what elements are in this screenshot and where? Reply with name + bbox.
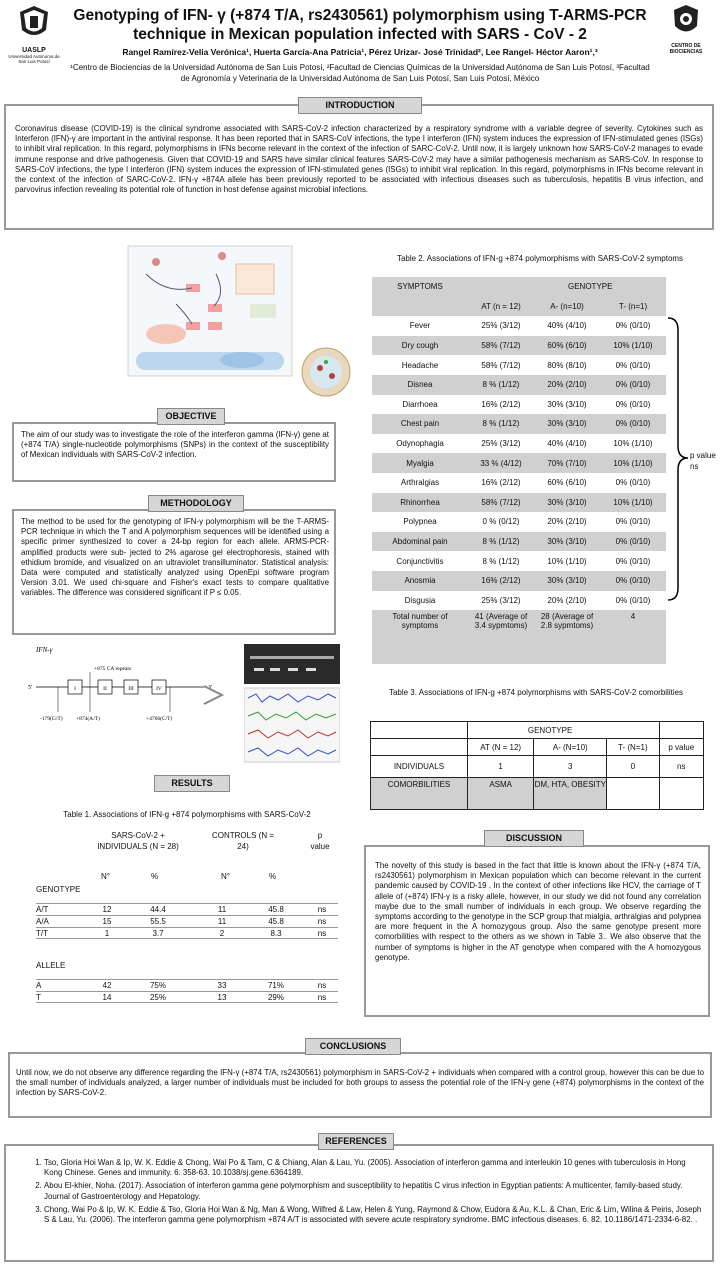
introduction-title: INTRODUCTION (298, 97, 422, 114)
table3-row2-p (659, 778, 703, 810)
table3 (370, 721, 704, 810)
table3-row1-a: 3 (534, 756, 607, 778)
table2-total-at: 41 (Average of 3.4 sypmtoms) (474, 612, 528, 631)
table2-cell-t: 0% (0/10) (600, 512, 666, 532)
table2-row (372, 571, 666, 591)
table2-col-a: A- (n=10) (550, 301, 584, 311)
references-box (4, 1144, 714, 1262)
discussion-box (364, 845, 710, 1017)
table3-row1-t: 0 (607, 756, 659, 778)
sars-cov-2-pathway-figure (126, 244, 354, 406)
table2-cell-at: 8 % (1/12) (468, 375, 534, 395)
table2-cell-t: 0% (0/10) (600, 375, 666, 395)
table2-cell-at: 16% (2/12) (468, 473, 534, 493)
table2-cell-a: 40% (4/10) (534, 434, 600, 454)
table1-cell-n1: 15 (102, 917, 112, 926)
discussion-title: DISCUSSION (484, 830, 584, 847)
table2-cell-at: 25% (3/12) (468, 316, 534, 336)
table1-pct-controls: % (269, 872, 277, 881)
poster-title: Genotyping of IFN- γ (+874 T/A, rs2430561) polymorphism using T-ARMS-PCR technique in Mexican population infected with SARS - CoV - 2 (73, 7, 647, 43)
ifn-gamma-gene-diagram (28, 644, 228, 724)
table2-col-symptoms: SYMPTOMS (397, 282, 443, 292)
table1-n-controls: N° (221, 872, 230, 881)
table2-row (372, 591, 666, 611)
table2-cell-a: 30% (3/10) (534, 414, 600, 434)
table2-cell-at: 58% (7/12) (468, 336, 534, 356)
uaslp-logo (4, 4, 64, 64)
table1-cell-p1: 44.4 (150, 905, 166, 914)
table2-cell-t: 0% (0/10) (600, 414, 666, 434)
table1-row (36, 991, 338, 1003)
table1-pct-cases: % (151, 872, 159, 881)
table2-cell-at: 8 % (1/12) (468, 532, 534, 552)
table2-caption: Table 2. Associations of IFN-g +874 polymorphisms with SARS-CoV-2 symptoms (396, 254, 684, 263)
table2-cell-at: 25% (3/12) (468, 434, 534, 454)
table2-cell-t: 0% (0/10) (600, 551, 666, 571)
table3-col-at: AT (N = 12) (467, 739, 534, 756)
table2-cell-s: Disgusia (372, 591, 468, 611)
table2-cell-at: 25% (3/12) (468, 591, 534, 611)
table1-row (36, 903, 338, 915)
reference-item: 2. Abou El-khier, Noha. (2017). Association of interferon gamma gene polymorphism and susceptibility to hepatitis C virus infection in Egyptian patients: A multicenter, family-based study. Journal of Gastroenterology and Hepatology. (44, 1181, 706, 1201)
table2-col-t: T- (n=1) (618, 301, 648, 311)
table3-col-a: A- (N=10) (534, 739, 607, 756)
table1-cell-p1: 25% (149, 993, 166, 1002)
reference-item: 3. Chong, Wai Po & Ip, W. K. Eddie & Tso, Gloria Hoi Wan & Ng, Man & Wong, Wilfred & Law, Helen & Yung, Raymond & Chow, Eudora & Au, K.L. & Chan, Eric & Lim, Wilina & Peiris, Joseph S & Lau, Yu. (2006). The interferon gamma gene polymorphism +874 A/T is associated with severe acute respiratory syndrome. BMC infectious diseases. 6. 82. 10.1186/1471-2334-6-82. . (44, 1205, 706, 1225)
reference-item: 1. Tso, Gloria Hoi Wan & Ip, W. K. Eddie & Chong, Wai Po & Tam, C & Chiang, Alan & Lau, Yu. (2005). Association of interferon gamma and interleukin 10 genes with tuberculosis in Hong Kong Chinese. Genes and immunity. 6. 358-63. 10.1038/sj.gene.6364189. (44, 1158, 706, 1178)
table1-cell-p2: 45.8 (268, 905, 284, 914)
table2-row (372, 414, 666, 434)
table1-col-controls: CONTROLS (N = 24) (211, 831, 274, 851)
table1-cell-n1: 1 (104, 929, 110, 938)
table1-caption: Table 1. Associations of IFN-g +874 polymorphisms with SARS-CoV-2 (63, 810, 311, 819)
table1-cell-n2: 11 (217, 905, 227, 914)
table2-total-a: 28 (Average of 2.8 sypmtoms) (540, 612, 594, 631)
table1-cell-n1: 14 (102, 993, 112, 1002)
table2-cell-t: 0% (0/10) (600, 532, 666, 552)
table3-row2-a: DM, HTA, OBESITY (534, 778, 607, 810)
table3-row1-at: 1 (467, 756, 534, 778)
table2-cell-at: 8 % (1/12) (468, 551, 534, 571)
table2-row (372, 551, 666, 571)
table2-cell-a: 70% (7/10) (534, 453, 600, 473)
table2-row (372, 336, 666, 356)
table2-cell-t: 10% (1/10) (600, 336, 666, 356)
table2-total-label: Total number of symptoms (392, 612, 448, 631)
table2-row (372, 473, 666, 493)
biociencias-logo (656, 4, 716, 64)
table1-section-allele: ALLELE (36, 961, 66, 970)
table1-row (36, 915, 338, 927)
table1-cell-p1: 75% (149, 981, 166, 990)
table2-row (372, 434, 666, 454)
table3-row2-label: COMORBILITIES (371, 778, 468, 810)
table1-cell-n2: 11 (217, 917, 227, 926)
table2-cell-s: Polypnea (372, 512, 468, 532)
table2-cell-s: Disnea (372, 375, 468, 395)
table2-cell-a: 30% (3/10) (534, 571, 600, 591)
table1-cell-p: ns (317, 993, 327, 1002)
table2-cell-t: 0% (0/10) (600, 591, 666, 611)
exon-3-label: III (128, 686, 134, 692)
table1-cell-label: T (36, 993, 41, 1002)
table3-col-genotype: GENOTYPE (467, 722, 659, 739)
table2-cell-t: 10% (1/10) (600, 434, 666, 454)
table2-row (372, 316, 666, 336)
table1-row (36, 979, 338, 991)
table2-cell-s: Arthralgias (372, 473, 468, 493)
gel-electrophoresis-image (244, 644, 340, 764)
table2-cell-s: Anosmia (372, 571, 468, 591)
affiliations: ¹Centro de Biociencias de la Universidad Autónoma de San Luis Potosí, ²Facultad de Ciencias Químicas de la Universidad Autónoma de San Luis Potosí, ³Facultad de Agronomía y Veterinaria de la Universidad Autónoma de San Luis Potosí, San Luis Potosí, México (70, 63, 650, 83)
table2-cell-at: 58% (7/12) (468, 493, 534, 513)
table2-row (372, 512, 666, 532)
authors: Rangel Ramírez-Velia Verónica¹, Huerta García-Ana Patricia¹, Pérez Urizar- José Trinidad², Lee Rangel- Héctor Aaron¹,³ (122, 47, 598, 57)
table1-cell-n2: 13 (217, 993, 227, 1002)
table1-cell-p1: 55.5 (150, 917, 166, 926)
table2-cell-s: Myalgia (372, 453, 468, 473)
discussion-text: The novelty of this study is based in the fact that little is known about the IFN-γ (+874 T/A, rs2430561) polymorphism in Mexican population which can become relevant in the current pandemic caused by COVID-19 . In the context of other infections like HCV, the carriage of T allele of (+874) IFN-γ is a risky allele, however, in our study we did not found any correlation maybe due to the small number of individuals in each group. We observe regarding the symptoms according to the genotype in the SCP group that mialgia, arthralgias and polypnea are more frequent in the A homozygous group. Also the same genotype present more comorbilities with respect to the others as we shown in Table 3.. We also observe that the number of symptoms is higher in the AT genotype when compared with the A homozygous genotype. (375, 861, 701, 962)
methodology-text: The method to be used for the genotyping of IFN-γ polymorphism will be the T-ARMS-PCR technique in which the T and A polymorphism sequences will be identified using a specific primer synthesized to cover a 24-bp region for each allele. ARMS-PCR-amplified products were sub- jected to 2% agarose gel electrophoresis, stained with ethidium bromide, and visualized on an ultraviolet transilluminator. Statistical analysis: Data were computed and statistically analyzed using OpenEpi software program Version 3.01. We used chi-square and Fisher's exact tests to compare qualitative variables. The difference was considered significant if P ≤ 0.05. (21, 517, 329, 598)
five-prime-label: 5' (28, 685, 33, 691)
results-title: RESULTS (154, 775, 230, 792)
table3-row1-p: ns (659, 756, 703, 778)
table2-row (372, 355, 666, 375)
conclusions-title: CONCLUSIONS (305, 1038, 401, 1055)
table2-row (372, 395, 666, 415)
table2-cell-s: Headache (372, 355, 468, 375)
three-prime-label: 3' (208, 685, 213, 691)
table2-cell-t: 0% (0/10) (600, 316, 666, 336)
table2-cell-a: 20% (2/10) (534, 375, 600, 395)
table2-cell-s: Rhinorrhea (372, 493, 468, 513)
objective-text: The aim of our study was to investigate the role of the interferon gamma (IFN-γ) gene at (+874 T/A) single-nucleotide polymorphisms (SNPs) in the context of the susceptibility of Mexican individuals with SARS-CoV-2 infection. (21, 430, 329, 460)
table1-cell-n1: 42 (102, 981, 112, 990)
table2-cell-at: 16% (2/12) (468, 395, 534, 415)
table1-cell-p2: 45.8 (268, 917, 284, 926)
uaslp-logo-name: UASLP (22, 47, 46, 54)
table2-col-genotype: GENOTYPE (568, 282, 613, 292)
ca-repeats-label: +875 CA repeats (94, 666, 132, 672)
methodology-box (12, 509, 336, 635)
table2-row (372, 493, 666, 513)
table1-cell-p2: 29% (267, 993, 284, 1002)
table1-cell-n1: 12 (102, 905, 112, 914)
position-874-label: +874(A/T) (76, 716, 100, 722)
table2-cell-s: Chest pain (372, 414, 468, 434)
table1-cell-n2: 33 (217, 981, 227, 990)
table2-cell-a: 30% (3/10) (534, 532, 600, 552)
conclusions-text: Until now, we do not observe any difference regarding the IFN-γ (+874 T/A, rs2430561) polymorphism in SARS-CoV-2 + individuals when compared with a control group, however this can be due to the small number of individuals analyzed, a larger number of individuals must be included for both groups to assess the potential role of the IFN-γ gene (+874) polymorphisms in the context of the infection by SARS-CoV-2. (16, 1068, 704, 1098)
uaslp-logo-sub: Universidad Autónoma de San Luis Potosí (8, 54, 60, 64)
table1-cell-label: A (36, 981, 42, 990)
table2-row (372, 532, 666, 552)
table2-cell-s: Odynophagia (372, 434, 468, 454)
table1-cell-p2: 8.3 (270, 929, 282, 938)
introduction-text: Coronavirus disease (COVID-19) is the clinical syndrome associated with SARS-CoV-2 infection characterized by a respiratory syndrome with a variable degree of severity. Cytokines such as Interferon (IFN)-γ are important in the antiviral response. It has been reported that in SARS-CoV infections, the type I interferon (IFN) system induces the expression of IFN-stimulated genes (ISGs) to inhibit viral replication. In this regard, polymorphisms in IFNs become relevant in the context of the infection of SARC-CoV-2. Until now, it is largely unknown how SARS-CoV-2 manages to evade immune response and drive pathogenesis. Given that COVID-19 and SARS have similar clinical features SARS-CoV-2 may have a similar pathogenesis mechanism as SARS-CoV. In response to SARS-CoV infections, the type I interferon (IFN) system induces the expression of IFN-stimulated genes (ISGs) to inhibit viral replication. In this regard, polymorphisms in IFNs become relevant in the context of the infection of SARC-CoV-2. IFN-γ +874A allele has been previously reported to be associated with infectious diseases such as tuberculosis, hepatitis B virus infection, and parvovirus infection revealing its potential role of function in host defense against microbial infections. (15, 124, 703, 195)
gene-name-label: IFN-γ (36, 646, 53, 654)
table3-col-t: T- (N=1) (607, 739, 659, 756)
table2-cell-at: 33 % (4/12) (468, 453, 534, 473)
table2-cell-a: 30% (3/10) (534, 395, 600, 415)
table2-cell-at: 58% (7/12) (468, 355, 534, 375)
table2-cell-t: 0% (0/10) (600, 571, 666, 591)
table2-cell-t: 0% (0/10) (600, 355, 666, 375)
table2-total-t: 4 (630, 612, 636, 622)
table1-n-cases: N° (101, 872, 110, 881)
table1-cell-p: ns (317, 929, 327, 938)
table1-col-p: p value (310, 831, 330, 851)
table3-caption: Table 3. Associations of IFN-g +874 polymorphisms with SARS-CoV-2 comorbilities (388, 688, 684, 697)
table1-cell-p: ns (317, 917, 327, 926)
table2-col-at: AT (n = 12) (481, 301, 521, 311)
uaslp-crest-icon (16, 4, 52, 42)
objective-box (12, 422, 336, 482)
biociencias-crest-icon (671, 4, 701, 38)
references-title: REFERENCES (318, 1133, 394, 1150)
table2-cell-a: 20% (2/10) (534, 591, 600, 611)
table1-cell-p: ns (317, 905, 327, 914)
exon-1-label: I (74, 686, 76, 692)
table2-cell-at: 0 % (0/12) (468, 512, 534, 532)
table2-cell-t: 0% (0/10) (600, 395, 666, 415)
table2-row (372, 375, 666, 395)
position-4766-label: +4766(C/T) (146, 716, 173, 722)
position-179-label: -179(G/T) (40, 716, 63, 722)
table2-cell-t: 10% (1/10) (600, 453, 666, 473)
table2-cell-a: 10% (1/10) (534, 551, 600, 571)
table1-cell-label: T/T (36, 929, 48, 938)
objective-title: OBJECTIVE (157, 408, 225, 425)
table1-cell-p1: 3.7 (152, 929, 164, 938)
table2-p-value: p value ns (690, 451, 716, 471)
table2-cell-s: Diarrhoea (372, 395, 468, 415)
table2-cell-s: Abdominal pain (372, 532, 468, 552)
table3-col-p: p value (659, 739, 703, 756)
biociencias-logo-name: CENTRO DE BIOCIENCIAS (669, 43, 703, 55)
table2-cell-a: 40% (4/10) (534, 316, 600, 336)
table2-cell-t: 10% (1/10) (600, 493, 666, 513)
table1-cell-p: ns (317, 981, 327, 990)
table3-row1-label: INDIVIDUALS (371, 756, 468, 778)
arrow-right-icon (200, 684, 228, 706)
table2-brace-icon (666, 316, 690, 602)
table1-col-cases: SARS-CoV-2 + INDIVIDUALS (N = 28) (97, 831, 179, 851)
table2 (372, 277, 666, 664)
table3-row2-at: ASMA (467, 778, 534, 810)
introduction-box (4, 104, 714, 230)
table2-cell-a: 30% (3/10) (534, 493, 600, 513)
references-list (20, 1158, 706, 1228)
table2-cell-a: 80% (8/10) (534, 355, 600, 375)
table2-cell-s: Fever (372, 316, 468, 336)
table1-cell-label: A/A (36, 917, 49, 926)
table2-row (372, 453, 666, 473)
table1-cell-label: A/T (36, 905, 49, 914)
table1-cell-n2: 2 (219, 929, 225, 938)
table1-section-genotype: GENOTYPE (36, 885, 81, 894)
table1-row (36, 927, 338, 939)
table2-cell-s: Dry cough (372, 336, 468, 356)
table1-cell-p2: 71% (267, 981, 284, 990)
table2-cell-a: 20% (2/10) (534, 512, 600, 532)
table2-cell-at: 16% (2/12) (468, 571, 534, 591)
table2-cell-a: 60% (6/10) (534, 473, 600, 493)
exon-4-label: IV (156, 686, 162, 692)
table2-cell-at: 8 % (1/12) (468, 414, 534, 434)
table2-cell-a: 60% (6/10) (534, 336, 600, 356)
table3-row2-t (607, 778, 659, 810)
table2-cell-s: Conjunctivitis (372, 551, 468, 571)
conclusions-box (8, 1052, 712, 1118)
exon-2-label: II (103, 686, 107, 692)
table2-cell-t: 0% (0/10) (600, 473, 666, 493)
methodology-title: METHODOLOGY (148, 495, 244, 512)
